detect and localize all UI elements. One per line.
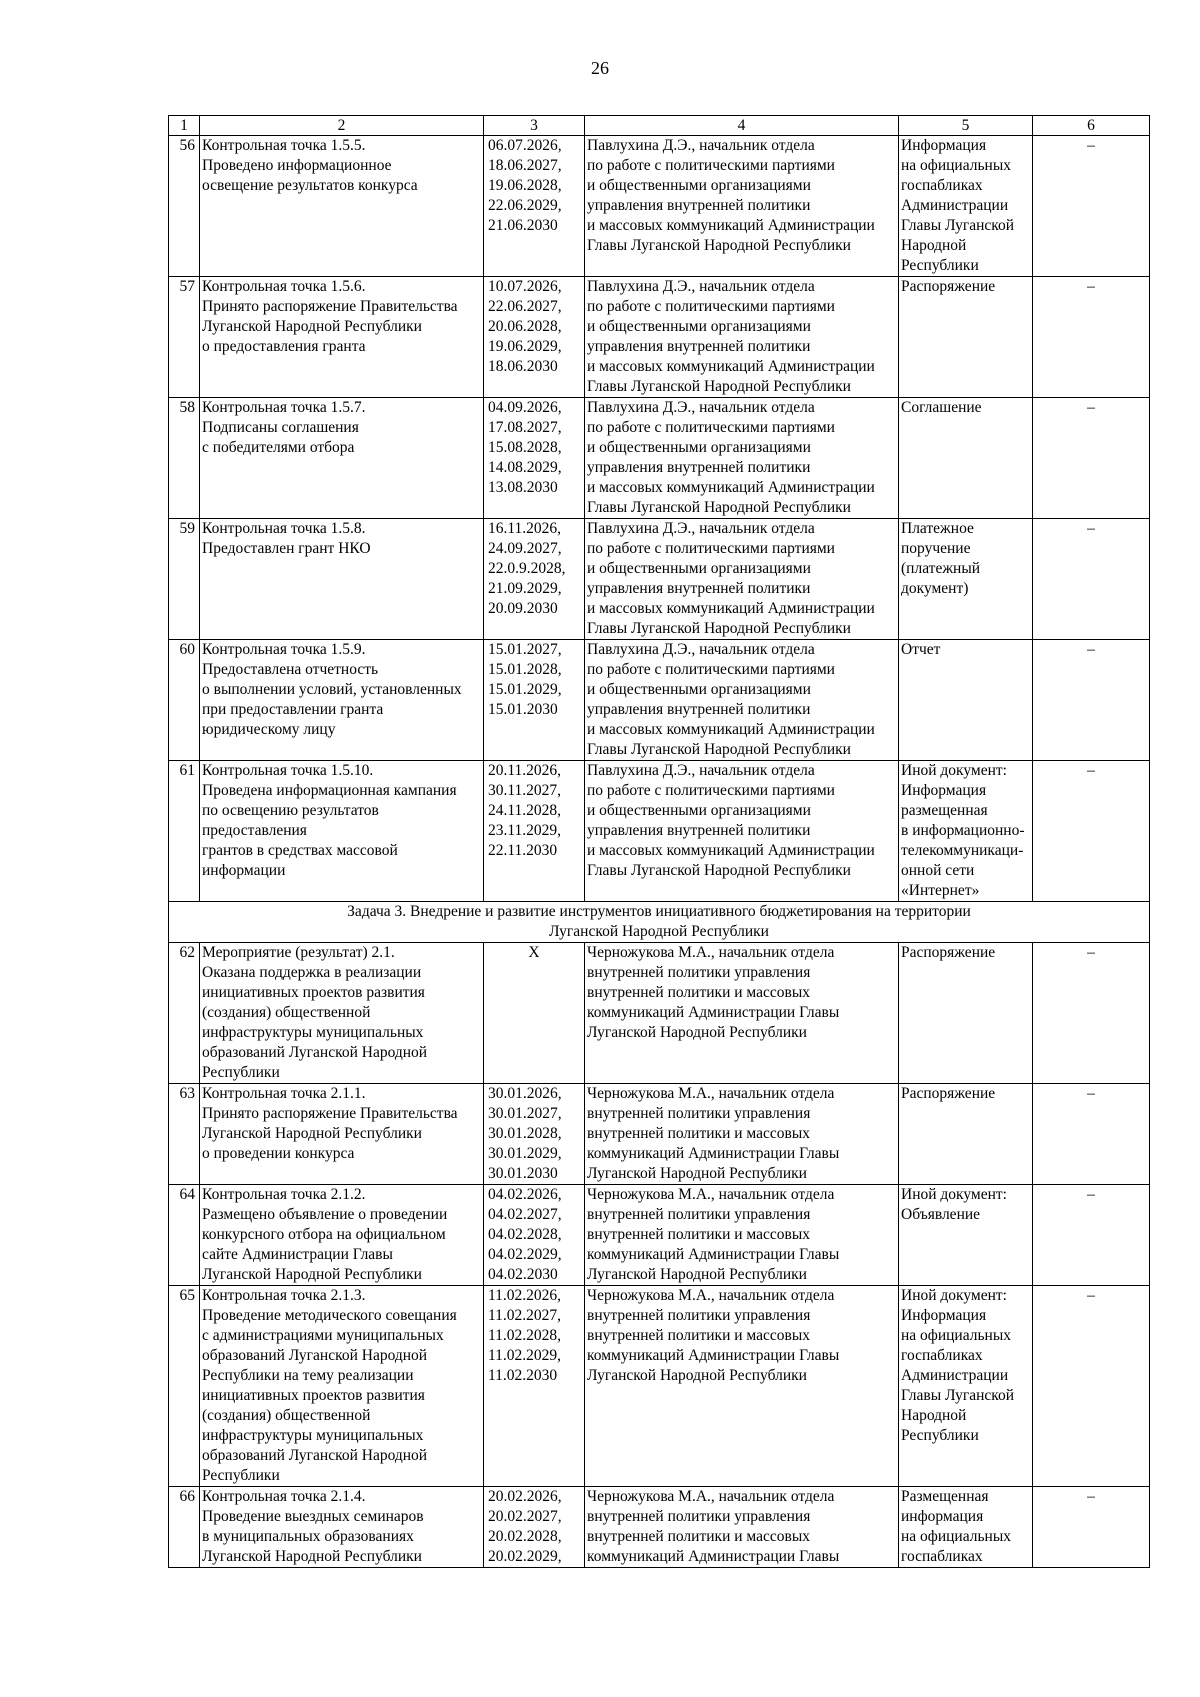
column-header: 1 [169, 116, 200, 136]
row-responsible: Черножукова М.А., начальник отдела внутренней политики управления внутренней политики и массовых коммуникаций Администрации Главы Луганской Народной Республики [585, 1185, 899, 1286]
table-row [169, 1084, 1150, 1185]
table-row [169, 1185, 1150, 1286]
row-document: Информация на официальных госпабликах Администрации Главы Луганской Народной Республики [899, 136, 1033, 277]
row-document: Распоряжение [899, 1084, 1033, 1185]
row-dates: 20.11.2026, 30.11.2027, 24.11.2028, 23.11.2029, 22.11.2030 [484, 761, 585, 902]
row-col6: – [1033, 640, 1150, 761]
row-title: Контрольная точка 1.5.7. Подписаны соглашения с победителями отбора [200, 398, 484, 519]
row-dates: 10.07.2026, 22.06.2027, 20.06.2028, 19.06.2029, 18.06.2030 [484, 277, 585, 398]
row-number: 59 [169, 519, 200, 640]
row-document: Иной документ: Информация размещенная в информационно- телекоммуникаци- онной сети «Интернет» [899, 761, 1033, 902]
row-col6: – [1033, 1185, 1150, 1286]
table-row [169, 761, 1150, 902]
table-row [169, 640, 1150, 761]
row-col6: – [1033, 1487, 1150, 1568]
row-title: Контрольная точка 1.5.5. Проведено информационное освещение результатов конкурса [200, 136, 484, 277]
row-number: 61 [169, 761, 200, 902]
row-col6: – [1033, 136, 1150, 277]
row-number: 66 [169, 1487, 200, 1568]
plan-table [168, 115, 1150, 1568]
row-title: Контрольная точка 1.5.9. Предоставлена отчетность о выполнении условий, установленных при предоставлении гранта юридическому лицу [200, 640, 484, 761]
row-title: Контрольная точка 2.1.1. Принято распоряжение Правительства Луганской Народной Республики о проведении конкурса [200, 1084, 484, 1185]
column-header: 6 [1033, 116, 1150, 136]
row-document: Отчет [899, 640, 1033, 761]
task-heading-row [169, 902, 1150, 943]
row-number: 58 [169, 398, 200, 519]
row-document: Соглашение [899, 398, 1033, 519]
row-responsible: Павлухина Д.Э., начальник отдела по работе с политическими партиями и общественными организациями управления внутренней политики и массовых коммуникаций Администрации Главы Луганской Народной Республики [585, 277, 899, 398]
column-header: 3 [484, 116, 585, 136]
row-number: 63 [169, 1084, 200, 1185]
task-heading: Задача 3. Внедрение и развитие инструментов инициативного бюджетирования на территории Луганской Народной Республики [169, 902, 1150, 943]
row-title: Контрольная точка 2.1.2. Размещено объявление о проведении конкурсного отбора на официальном сайте Администрации Главы Луганской Народной Республики [200, 1185, 484, 1286]
row-title: Контрольная точка 1.5.6. Принято распоряжение Правительства Луганской Народной Республики о предоставления гранта [200, 277, 484, 398]
row-col6: – [1033, 761, 1150, 902]
row-number: 57 [169, 277, 200, 398]
row-responsible: Павлухина Д.Э., начальник отдела по работе с политическими партиями и общественными организациями управления внутренней политики и массовых коммуникаций Администрации Главы Луганской Народной Республики [585, 398, 899, 519]
table-row [169, 277, 1150, 398]
row-number: 60 [169, 640, 200, 761]
row-number: 62 [169, 943, 200, 1084]
row-number: 65 [169, 1286, 200, 1487]
table-row [169, 136, 1150, 277]
row-document: Размещенная информация на официальных госпабликах [899, 1487, 1033, 1568]
row-responsible: Павлухина Д.Э., начальник отдела по работе с политическими партиями и общественными организациями управления внутренней политики и массовых коммуникаций Администрации Главы Луганской Народной Республики [585, 136, 899, 277]
table-header-row [169, 116, 1150, 136]
row-responsible: Павлухина Д.Э., начальник отдела по работе с политическими партиями и общественными организациями управления внутренней политики и массовых коммуникаций Администрации Главы Луганской Народной Республики [585, 519, 899, 640]
row-document: Распоряжение [899, 277, 1033, 398]
row-responsible: Черножукова М.А., начальник отдела внутренней политики управления внутренней политики и массовых коммуникаций Администрации Главы Луганской Народной Республики [585, 1084, 899, 1185]
row-dates: 04.09.2026, 17.08.2027, 15.08.2028, 14.08.2029, 13.08.2030 [484, 398, 585, 519]
row-dates: 04.02.2026, 04.02.2027, 04.02.2028, 04.02.2029, 04.02.2030 [484, 1185, 585, 1286]
column-header: 2 [200, 116, 484, 136]
row-responsible: Павлухина Д.Э., начальник отдела по работе с политическими партиями и общественными организациями управления внутренней политики и массовых коммуникаций Администрации Главы Луганской Народной Республики [585, 640, 899, 761]
row-dates: 16.11.2026, 24.09.2027, 22.0.9.2028, 21.09.2029, 20.09.2030 [484, 519, 585, 640]
row-col6: – [1033, 1084, 1150, 1185]
row-document: Иной документ: Объявление [899, 1185, 1033, 1286]
row-dates: 06.07.2026, 18.06.2027, 19.06.2028, 22.06.2029, 21.06.2030 [484, 136, 585, 277]
row-document: Платежное поручение (платежный документ) [899, 519, 1033, 640]
row-responsible: Черножукова М.А., начальник отдела внутренней политики управления внутренней политики и массовых коммуникаций Администрации Главы Луганской Народной Республики [585, 943, 899, 1084]
row-col6: – [1033, 398, 1150, 519]
row-responsible: Черножукова М.А., начальник отдела внутренней политики управления внутренней политики и массовых коммуникаций Администрации Главы [585, 1487, 899, 1568]
row-col6: – [1033, 277, 1150, 398]
row-document: Распоряжение [899, 943, 1033, 1084]
row-document: Иной документ: Информация на официальных госпабликах Администрации Главы Луганской Народной Республики [899, 1286, 1033, 1487]
table-row [169, 519, 1150, 640]
row-dates: 15.01.2027, 15.01.2028, 15.01.2029, 15.01.2030 [484, 640, 585, 761]
page-number: 26 [591, 58, 609, 78]
row-responsible: Черножукова М.А., начальник отдела внутренней политики управления внутренней политики и массовых коммуникаций Администрации Главы Луганской Народной Республики [585, 1286, 899, 1487]
row-title: Контрольная точка 1.5.10. Проведена информационная кампания по освещению результатов предоставления грантов в средствах массовой информации [200, 761, 484, 902]
row-dates: 30.01.2026, 30.01.2027, 30.01.2028, 30.01.2029, 30.01.2030 [484, 1084, 585, 1185]
row-number: 64 [169, 1185, 200, 1286]
row-dates: 11.02.2026, 11.02.2027, 11.02.2028, 11.02.2029, 11.02.2030 [484, 1286, 585, 1487]
row-col6: – [1033, 943, 1150, 1084]
row-col6: – [1033, 1286, 1150, 1487]
row-title: Контрольная точка 2.1.4. Проведение выездных семинаров в муниципальных образованиях Луганской Народной Республики [200, 1487, 484, 1568]
row-dates: Х [484, 943, 585, 1084]
table-row [169, 1487, 1150, 1568]
column-header: 5 [899, 116, 1033, 136]
row-col6: – [1033, 519, 1150, 640]
row-dates: 20.02.2026, 20.02.2027, 20.02.2028, 20.02.2029, [484, 1487, 585, 1568]
table-row [169, 1286, 1150, 1487]
row-title: Мероприятие (результат) 2.1. Оказана поддержка в реализации инициативных проектов развития (создания) общественной инфраструктуры муниципальных образований Луганской Народной Республики [200, 943, 484, 1084]
row-title: Контрольная точка 1.5.8. Предоставлен грант НКО [200, 519, 484, 640]
table-row [169, 943, 1150, 1084]
row-number: 56 [169, 136, 200, 277]
row-title: Контрольная точка 2.1.3. Проведение методического совещания с администрациями муниципальных образований Луганской Народной Республики на тему реализации инициативных проектов развития (создания) общественной инфраструктуры муниципальных образований Луганской Народной Республики [200, 1286, 484, 1487]
column-header: 4 [585, 116, 899, 136]
row-responsible: Павлухина Д.Э., начальник отдела по работе с политическими партиями и общественными организациями управления внутренней политики и массовых коммуникаций Администрации Главы Луганской Народной Республики [585, 761, 899, 902]
table-row [169, 398, 1150, 519]
